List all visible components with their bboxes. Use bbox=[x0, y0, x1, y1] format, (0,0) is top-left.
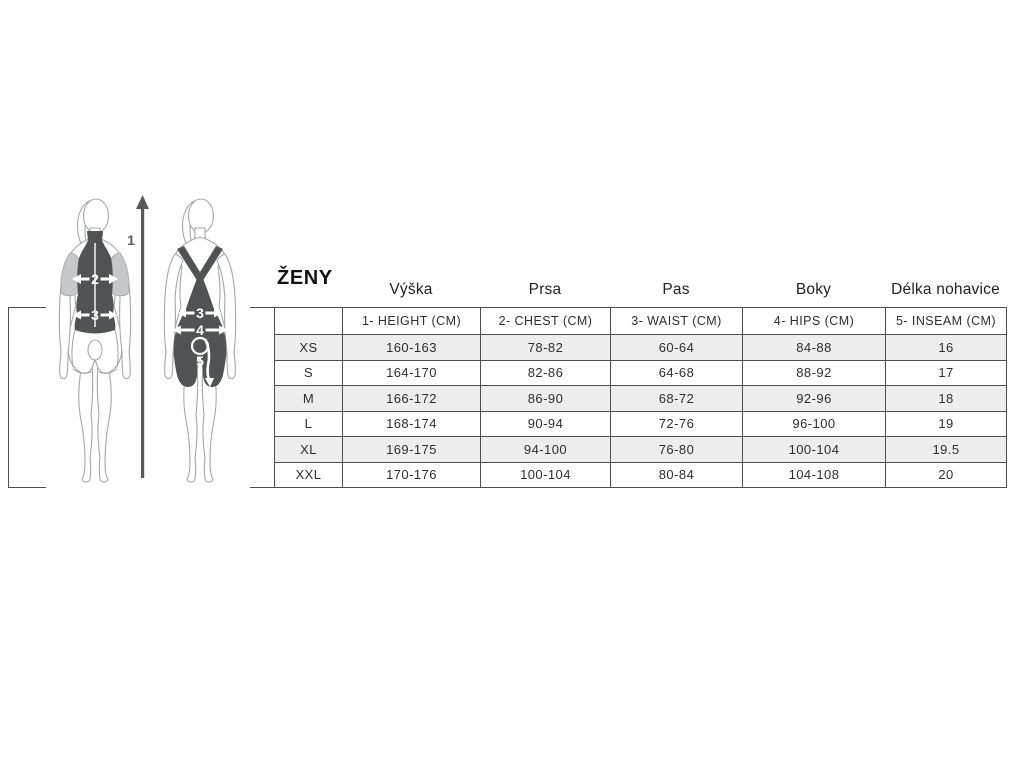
table-row-m bbox=[275, 386, 1007, 412]
waist-cell: 76-80 bbox=[611, 437, 743, 463]
measurement-diagram bbox=[40, 192, 262, 488]
height-cell: 164-170 bbox=[343, 360, 481, 386]
subheader-waist: 3- WAIST (CM) bbox=[611, 308, 743, 335]
column-header-inseam: Délka nohavice bbox=[891, 281, 1000, 298]
size-cell: XXL bbox=[275, 462, 343, 488]
size-cell: XL bbox=[275, 437, 343, 463]
waist-arrow-shorts-label: 3 bbox=[196, 305, 204, 321]
column-header-chest: Prsa bbox=[528, 281, 562, 298]
table-row-xxl bbox=[275, 462, 1007, 488]
height-cell: 168-174 bbox=[343, 411, 481, 437]
table-row-xs bbox=[275, 335, 1007, 361]
height-cell: 170-176 bbox=[343, 462, 481, 488]
chest-cell: 90-94 bbox=[481, 411, 611, 437]
hips-cell: 84-88 bbox=[743, 335, 886, 361]
size-cell: M bbox=[275, 386, 343, 412]
subheader-hips: 4- HIPS (CM) bbox=[743, 308, 886, 335]
height-cell: 169-175 bbox=[343, 437, 481, 463]
column-header-spacer bbox=[274, 281, 342, 299]
hips-cell: 92-96 bbox=[743, 386, 886, 412]
size-cell: L bbox=[275, 411, 343, 437]
waist-arrow-jersey-label: 3 bbox=[91, 307, 99, 323]
crotch-line bbox=[88, 340, 102, 360]
subheader-empty-cell bbox=[275, 308, 343, 335]
hips-cell: 104-108 bbox=[743, 462, 886, 488]
waist-cell: 64-68 bbox=[611, 360, 743, 386]
inseam-cell: 18 bbox=[886, 386, 1007, 412]
column-header-waist: Pas bbox=[662, 281, 690, 298]
waist-cell: 60-64 bbox=[611, 335, 743, 361]
height-cell: 166-172 bbox=[343, 386, 481, 412]
inseam-arrow-label: 5 bbox=[196, 353, 204, 369]
hips-cell: 100-104 bbox=[743, 437, 886, 463]
chest-cell: 100-104 bbox=[481, 462, 611, 488]
table-row-xl bbox=[275, 437, 1007, 463]
subheader-row bbox=[275, 308, 1007, 335]
inseam-cell: 19 bbox=[886, 411, 1007, 437]
table-row-l bbox=[275, 411, 1007, 437]
height-arrow-label: 1 bbox=[127, 232, 135, 248]
column-header-height: Výška bbox=[389, 281, 433, 298]
jersey-collar bbox=[87, 231, 103, 241]
inseam-cell: 20 bbox=[886, 462, 1007, 488]
page-title: ŽENY bbox=[277, 267, 333, 289]
height-cell: 160-163 bbox=[343, 335, 481, 361]
subheader-chest: 2- CHEST (CM) bbox=[481, 308, 611, 335]
waist-cell: 68-72 bbox=[611, 386, 743, 412]
inseam-cell: 19.5 bbox=[886, 437, 1007, 463]
size-table bbox=[274, 307, 1007, 488]
hips-arrow-label: 4 bbox=[196, 322, 204, 338]
table-row-s bbox=[275, 360, 1007, 386]
chest-arrow-label: 2 bbox=[91, 271, 99, 287]
inseam-cell: 16 bbox=[886, 335, 1007, 361]
column-header-row bbox=[274, 281, 1006, 299]
hips-cell: 88-92 bbox=[743, 360, 886, 386]
chest-cell: 82-86 bbox=[481, 360, 611, 386]
chest-cell: 86-90 bbox=[481, 386, 611, 412]
size-cell: S bbox=[275, 360, 343, 386]
chest-cell: 78-82 bbox=[481, 335, 611, 361]
hips-cell: 96-100 bbox=[743, 411, 886, 437]
column-header-hips: Boky bbox=[795, 281, 832, 298]
inseam-cell: 17 bbox=[886, 360, 1007, 386]
subheader-inseam: 5- INSEAM (CM) bbox=[886, 308, 1007, 335]
subheader-height: 1- HEIGHT (CM) bbox=[343, 308, 481, 335]
size-cell: XS bbox=[275, 335, 343, 361]
waist-cell: 72-76 bbox=[611, 411, 743, 437]
waist-cell: 80-84 bbox=[611, 462, 743, 488]
chest-cell: 94-100 bbox=[481, 437, 611, 463]
